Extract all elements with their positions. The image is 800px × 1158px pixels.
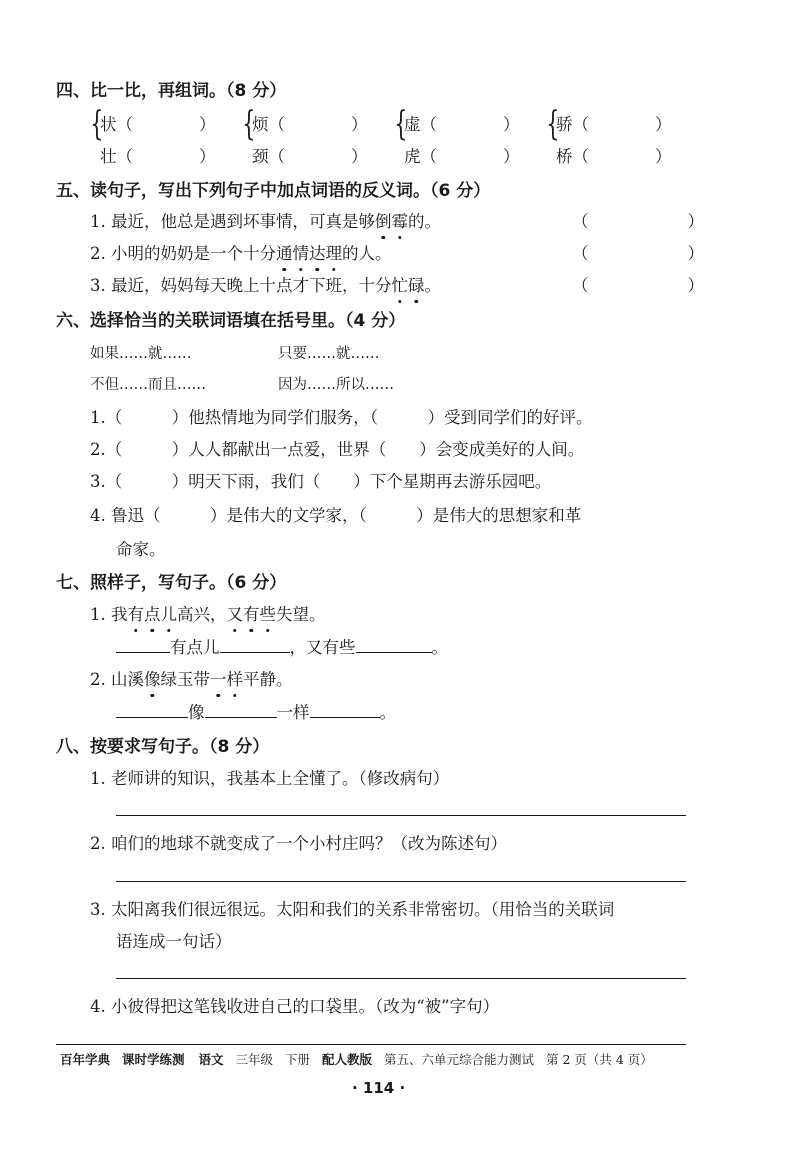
conjunction-question-3: 3.（ ）明天下雨，我们（ ）下个星期再去游乐园吧。 bbox=[90, 472, 552, 491]
section-8-title: 八、按要求写句子。（8 分） bbox=[56, 737, 270, 757]
conjunction-question-1: 1.（ ）他热情地为同学们服务，（ ）受到同学们的好评。 bbox=[90, 408, 593, 427]
dotted-word: 有点儿 bbox=[128, 605, 178, 624]
dotted-word: 倒霉 bbox=[375, 212, 408, 231]
answer-line[interactable] bbox=[116, 815, 686, 816]
blank-line[interactable] bbox=[310, 703, 380, 718]
example-sentence-1: 1. 我有点儿高兴，又有些失望。 bbox=[90, 601, 326, 625]
option-1: 如果……就…… bbox=[90, 346, 192, 362]
section-5-title: 五、读句子，写出下列句子中加点词语的反义词。（6 分） bbox=[56, 181, 491, 201]
blank-line[interactable] bbox=[116, 703, 188, 718]
answer-paren: （ ） bbox=[572, 212, 704, 231]
fill-sentence-2: 像 一样 。 bbox=[116, 699, 396, 723]
answer-line[interactable] bbox=[116, 978, 686, 979]
brace: { bbox=[242, 104, 256, 144]
section-4-title: 四、比一比，再组词。（8 分） bbox=[56, 81, 287, 101]
rewrite-question-3: 3. 太阳离我们很远很远。太阳和我们的关系非常密切。（用恰当的关联词 bbox=[90, 900, 615, 919]
pair-top: 骄（ ） bbox=[556, 115, 672, 134]
rewrite-question-2: 2. 咱们的地球不就变成了一个小村庄吗？（改为陈述句） bbox=[90, 834, 507, 853]
brace: { bbox=[90, 104, 104, 144]
conjunction-question-4-cont: 命家。 bbox=[116, 540, 166, 559]
fill-sentence-1: 有点儿 ，又有些 。 bbox=[116, 634, 448, 658]
blank-line[interactable] bbox=[205, 703, 277, 718]
dotted-word: 忙碌 bbox=[392, 276, 425, 295]
pair-top: 烦（ ） bbox=[252, 115, 368, 134]
answer-paren: （ ） bbox=[572, 276, 704, 295]
pair-bottom: 壮（ ） bbox=[100, 147, 216, 166]
series: 课时学练测 bbox=[122, 1052, 185, 1067]
answer-paren: （ ） bbox=[572, 244, 704, 263]
antonym-question-2: 2. 小明的奶奶是一个十分通情达理的人。 bbox=[90, 240, 392, 264]
grade: 三年级 bbox=[235, 1052, 274, 1067]
brace: { bbox=[546, 104, 560, 144]
rewrite-question-1: 1. 老师讲的知识，我基本上全懂了。（修改病句） bbox=[90, 769, 450, 788]
blank-line[interactable] bbox=[356, 638, 432, 653]
option-2: 只要……就…… bbox=[278, 346, 380, 362]
dotted-word: 像 bbox=[144, 670, 161, 689]
example-sentence-2: 2. 山溪像绿玉带一样平静。 bbox=[90, 666, 293, 690]
section-6-title: 六、选择恰当的关联词语填在括号里。（4 分） bbox=[56, 311, 406, 331]
pair-bottom: 桥（ ） bbox=[556, 147, 672, 166]
unit-title: 第五、六单元综合能力测试 bbox=[384, 1052, 535, 1067]
page-number: · 114 · bbox=[352, 1079, 406, 1097]
subject: 语文 bbox=[198, 1052, 224, 1067]
blank-line[interactable] bbox=[220, 638, 290, 653]
conjunction-question-2: 2.（ ）人人都献出一点爱，世界（ ）会变成美好的人间。 bbox=[90, 440, 585, 459]
blank-line[interactable] bbox=[116, 638, 170, 653]
rewrite-question-4: 4. 小彼得把这笔钱收进自己的口袋里。（改为“被”字句） bbox=[90, 997, 500, 1016]
answer-line[interactable] bbox=[116, 881, 686, 882]
pair-bottom: 颈（ ） bbox=[252, 147, 368, 166]
section-7-title: 七、照样子，写句子。（6 分） bbox=[56, 573, 287, 593]
pair-bottom: 虎（ ） bbox=[404, 147, 520, 166]
pair-top: 虚（ ） bbox=[404, 115, 520, 134]
volume: 下册 bbox=[285, 1052, 311, 1067]
dotted-word: 一样 bbox=[210, 670, 243, 689]
antonym-question-3: 3. 最近，妈妈每天晚上十点才下班，十分忙碌。 bbox=[90, 272, 441, 296]
dotted-word: 又有些 bbox=[227, 605, 277, 624]
edition: 配人教版 bbox=[322, 1052, 373, 1067]
dotted-word: 通情达理 bbox=[276, 244, 342, 263]
footer-rule bbox=[56, 1044, 686, 1045]
option-3: 不但……而且…… bbox=[90, 377, 206, 393]
rewrite-question-3-cont: 语连成一句话） bbox=[116, 932, 232, 951]
antonym-question-1: 1. 最近，他总是遇到坏事情，可真是够倒霉的。 bbox=[90, 208, 441, 232]
conjunction-question-4: 4. 鲁迅（ ）是伟大的文学家，（ ）是伟大的思想家和革 bbox=[90, 506, 582, 525]
brace: { bbox=[394, 104, 408, 144]
footer-bar bbox=[60, 1050, 653, 1068]
page-info: 第 2 页（共 4 页） bbox=[546, 1052, 653, 1067]
brand: 百年学典 bbox=[60, 1052, 111, 1067]
option-4: 因为……所以…… bbox=[278, 377, 394, 393]
pair-top: 状（ ） bbox=[100, 115, 216, 134]
